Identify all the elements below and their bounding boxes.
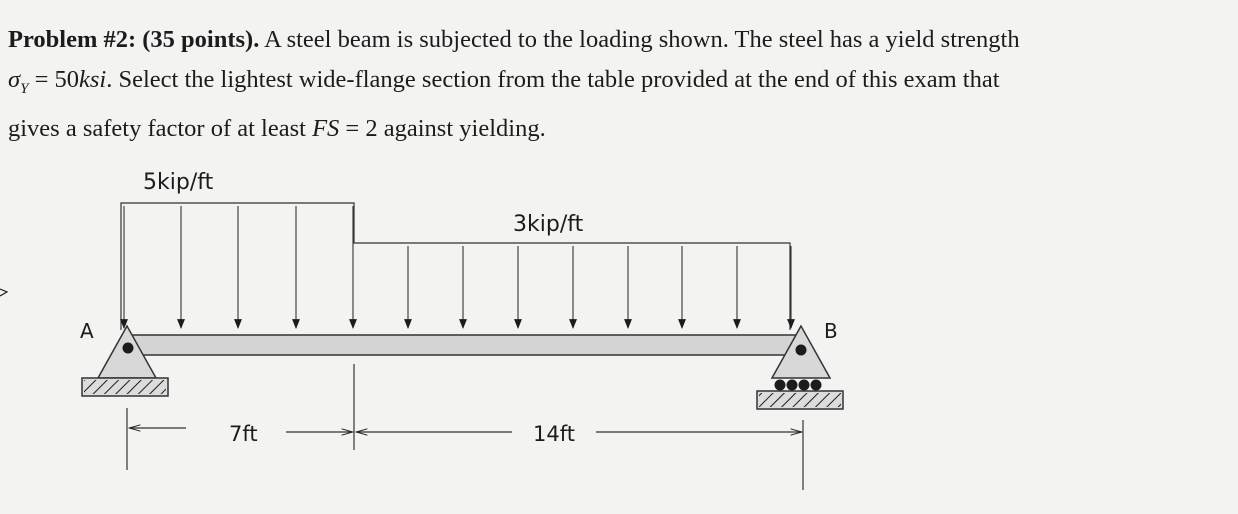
dim-label-left: 7ft [229,422,258,446]
load-label-right: 3kip/ft [513,212,584,237]
load-arrows-left [124,206,353,328]
fs-value: = 2 [339,115,378,142]
problem-heading: Problem #2: (35 points). [8,26,260,53]
support-label-b: B [824,319,838,343]
sigma-subscript: Y [20,81,29,97]
beam [126,335,798,355]
problem-text-3a: gives a safety factor of at least [8,115,313,142]
problem-text-1: A steel beam is subjected to the loading shown. The steel has a yield strength [264,26,1020,53]
support-label-a: A [80,319,94,343]
dim-label-right: 14ft [533,422,575,446]
sigma-value: = 50 [28,66,80,93]
edge-mark [0,289,7,296]
problem-text-2: . Select the lightest wide-flange section from the table provided at the end of this exam that [106,66,1000,93]
load-arrows-right [408,246,791,328]
load-outline [121,203,790,330]
fs-symbol: FS [312,115,340,142]
load-label-left: 5kip/ft [143,170,214,195]
sigma-unit: ksi [79,66,107,93]
sigma-symbol: σ [8,66,21,93]
problem-text-3b: against yielding. [377,115,546,142]
